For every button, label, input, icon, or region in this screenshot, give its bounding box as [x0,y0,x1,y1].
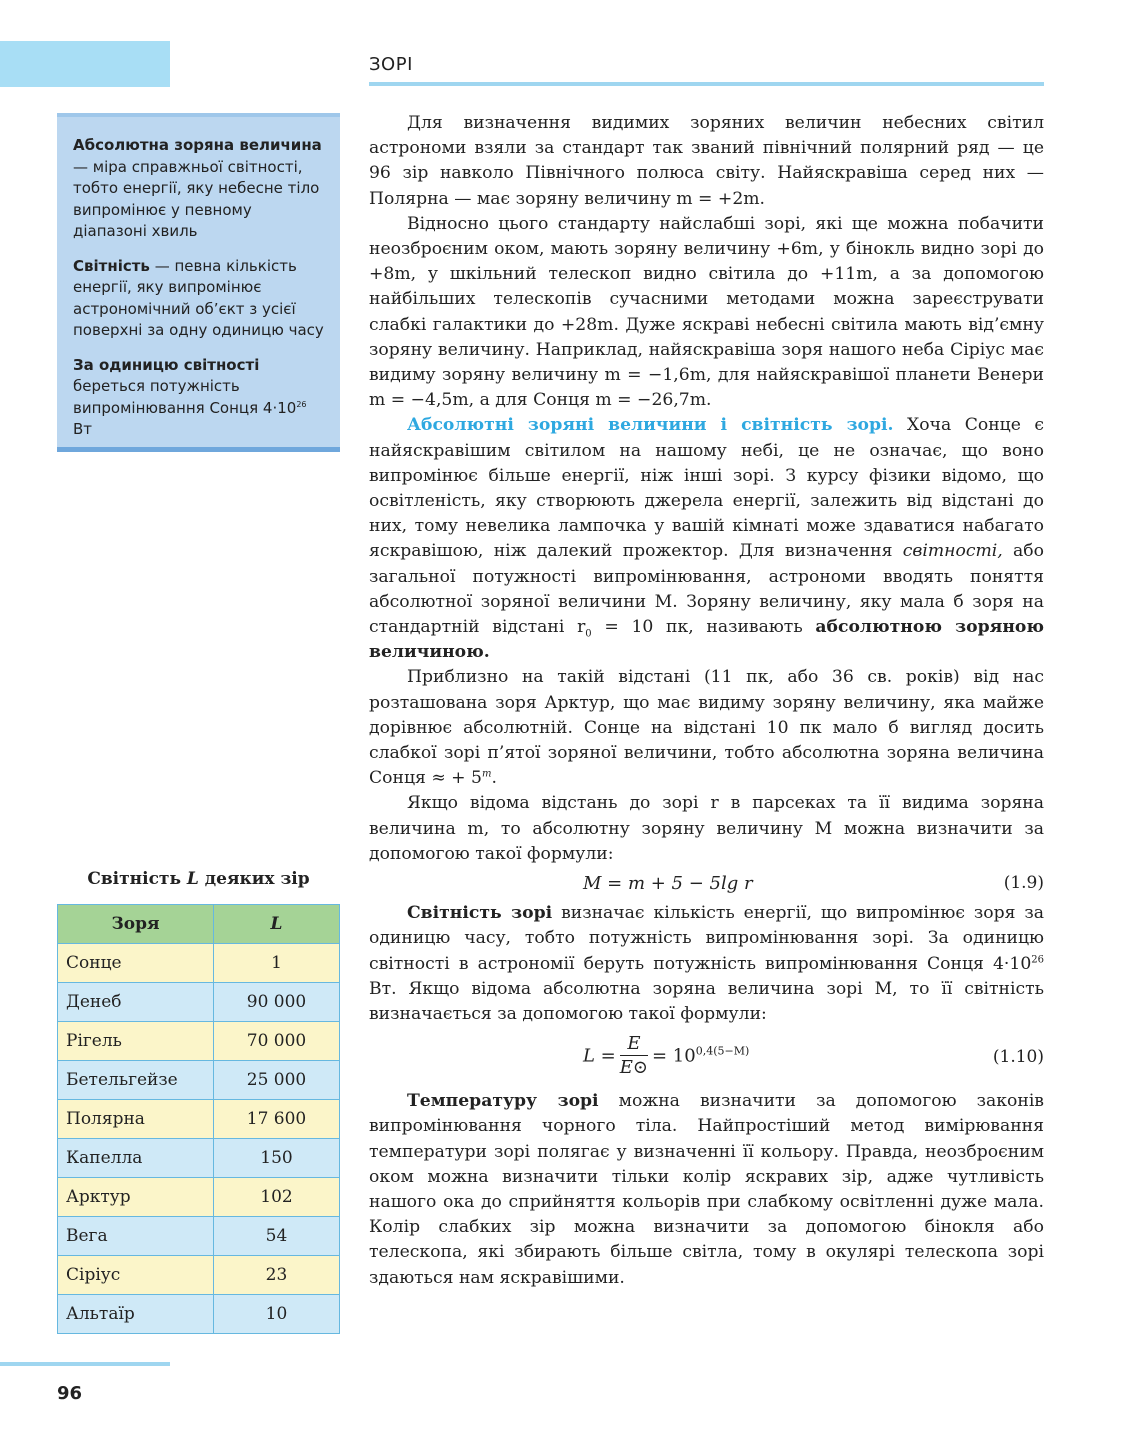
table-row: Денеб 90 000 [58,983,340,1022]
table-caption: Світність L деяких зір [87,869,310,889]
table-row: Капелла 150 [58,1139,340,1178]
paragraph-2: Відносно цього стандарту найслабші зорі, які ще можна побачити неозброєним оком, мають зоряну величину +6m, у бінокль видно зорі до +8m, у шкільний телескоп видно світила до +11m, а за допомогою найбільших телескопів сучасними методами можна зареєструвати слабкі галактики до +28m. Дуже яскраві небесні світила мають від’ємну зоряну величину. Наприклад, найяскравіша зоря нашого неба Сіріус має видиму зоряну величину m = −1,6m, для найяскравішої планети Венери m = −4,5m, а для Сонця m = −26,7m. [369,213,1044,411]
paragraph-1: Для визначення видимих зоряних величин небесних світил астрономи взяли за стандарт так званий північний полярний ряд — це 96 зір навколо Північного полюса світу. Найяскравіша серед них — Полярна — має зоряну величину m = +2m. [369,113,1044,209]
table-row: Бетельгейзе 25 000 [58,1061,340,1100]
main-text [369,111,1044,1291]
column-header-star: Зоря [58,905,214,944]
table-row: Арктур 102 [58,1178,340,1217]
header-rule [369,82,1044,86]
page-number: 96 [57,1383,83,1404]
table-row: Сонце 1 [58,944,340,983]
section-title: ЗОРІ [369,54,413,75]
table-row: Вега 54 [58,1217,340,1256]
subsection-heading: Абсолютні зоряні величини і світність зорі. [407,415,894,436]
paragraph-6: Світність зорі визначає кількість енергії, що випромінює зоря за одиницю часу, тобто потужність випромінювання зорі. За одиницю світності в астрономії беруть потужність випромінювання Сонця $4\cdot 10^{26}$ Вт. Якщо відома абсолютна зоряна величина зорі M, то її світність визначається за допомогою такої формули: [369,903,1045,1024]
column-header-luminosity: L [214,905,340,944]
luminosity-table [57,904,340,1334]
table-row: Сіріус 23 [58,1256,340,1295]
formula-number: (1.10) [992,1047,1044,1068]
table-header-row [58,905,340,944]
formula-number: (1.9) [1003,873,1044,894]
table-row: Альтаїр 10 [58,1295,340,1334]
formula-expression: L = $\frac{E}{E⊙}$ = $10^{0,4(5-M)}$ [583,1033,750,1079]
footer-rule [0,1362,170,1366]
formula-1-9 [369,867,1044,901]
definitions-sidebar [57,113,340,452]
paragraph-7: Температуру зорі можна визначити за допомогою законів випромінювання чорного тіла. Найпростіший метод вимірювання температури зорі полягає у визначенні її кольору. Правда, неозброєним оком можна визначити тільки колір яскравих зір, адже чутливість нашого ока до сприйняття кольорів при слабкому освітленні дуже мала. Колір слабких зір можна визначити за допомогою бінокля або телескопа, які збирають більше світла, тому в окулярі телескопа зорі здаються нам яскравішими. [369,1091,1044,1288]
paragraph-5: Якщо відома відстань до зорі r в парсеках та її видима зоряна величина m, то абсолютну зоряну величину M можна визначити за допомогою такої формули: [369,793,1044,864]
definition-absolute-magnitude: Абсолютна зоряна величина — міра справжньої світності, тобто енергії, яку небесне тіло випромінює у певному діапазоні хвиль [73,136,322,240]
table-row: Рігель 70 000 [58,1022,340,1061]
table-row: Полярна 17 600 [58,1100,340,1139]
definition-luminosity-unit: За одиницю світності береться потужність випромінювання Сонця $4\cdot 10^{26}$ Вт [73,355,307,438]
formula-expression: M = m + 5 − 5lg r [583,873,753,895]
header-tab-decoration [0,41,170,87]
definition-luminosity: Світність — певна кількість енергії, яку випромінює астрономічний об’єкт з усієї поверхні за одну одиницю часу [73,256,324,339]
formula-1-10 [369,1027,1044,1089]
paragraph-4: Приблизно на такій відстані (11 пк, або 36 св. років) від нас розташована зоря Арктур, що має видиму зоряну величину, яка майже дорівнює абсолютній. Сонце на відстані 10 пк мало б вигляд досить слабкої зорі п’ятої зоряної величини, тобто абсолютна зоряна величина Сонця ≈ + $5^m$. [369,667,1044,789]
paragraph-3: Абсолютні зоряні величини і світність зорі. Хоча Сонце є найяскравішим світилом на нашому небі, це не означає, що воно випромінює більше енергії, ніж інші зорі. З курсу фізики відомо, що освітленість, яку створюють джерела енергії, залежить від відстані до них, тому невелика лампочка у вашій кімнаті може здаватися набагато яскравішою, ніж далекий прожектор. Для визначення світності, або загальної потужності випромінювання, астрономи вводять поняття абсолютної зоряної величини M. Зоряну величину, яку мала б зоря на стандартній відстані $r_0 = 10$ пк, називають абсолютною зоряною величиною. [369,415,1044,663]
